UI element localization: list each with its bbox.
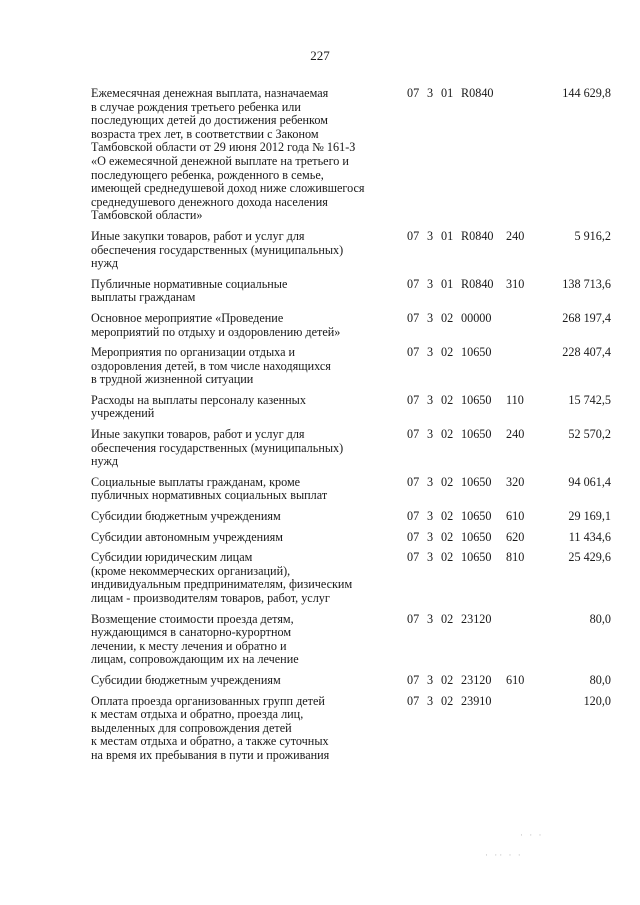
description-line: нужд	[91, 256, 119, 271]
description-line: Социальные выплаты гражданам, кроме	[91, 474, 301, 489]
row-description	[91, 476, 397, 503]
description-line: Иные закупки товаров, работ и услуг для	[91, 228, 305, 243]
budget-code	[397, 613, 546, 627]
expense-type-code	[506, 613, 546, 627]
target-item-code: 10650	[461, 345, 492, 360]
table-row	[91, 394, 611, 421]
description-line: Публичные нормативные социальные	[91, 276, 288, 291]
target-item-code: R0840	[461, 86, 494, 100]
row-description	[91, 312, 397, 339]
target-item-code: 00000	[461, 310, 492, 325]
description-line: учреждений	[91, 406, 155, 421]
description-line: Субсидии юридическим лицам	[91, 550, 253, 565]
description-line: Ежемесячная денежная выплата, назначаемая	[91, 86, 329, 100]
table-row	[91, 312, 611, 339]
budget-table	[91, 87, 611, 770]
description-line: на время их пребывания в пути и проживания	[91, 747, 330, 762]
budget-code	[397, 394, 546, 408]
description-line: лечении, к месту лечения и обратно и	[91, 638, 287, 653]
scan-artifact: · · ·	[520, 830, 544, 840]
target-item-code: 23120	[461, 672, 492, 687]
section-code: 07	[407, 672, 420, 687]
expense-type-code	[506, 346, 546, 360]
expense-type-code: 320	[506, 474, 525, 489]
description-line: Тамбовской области»	[91, 208, 203, 223]
budget-code	[397, 230, 546, 244]
description-line: Расходы на выплаты персоналу казенных	[91, 392, 306, 407]
table-row	[91, 531, 611, 545]
program-code: 02	[441, 509, 454, 524]
description-line: последующих детей до достижения ребенком	[91, 113, 328, 128]
amount: 29 169,1	[568, 509, 611, 524]
budget-code	[397, 510, 546, 524]
amount: 52 570,2	[568, 427, 611, 442]
program-code: 01	[441, 86, 454, 100]
section-code: 07	[407, 693, 420, 708]
budget-code	[397, 476, 546, 490]
program-code: 02	[441, 672, 454, 687]
section-code: 07	[407, 310, 420, 325]
program-code: 01	[441, 276, 454, 291]
subsection-code: 3	[427, 276, 434, 291]
table-row	[91, 476, 611, 503]
row-description	[91, 230, 397, 271]
description-line: Субсидии бюджетным учреждениям	[91, 672, 281, 687]
amount: 80,0	[589, 611, 611, 626]
budget-code	[397, 551, 546, 565]
budget-code	[397, 428, 546, 442]
section-code: 07	[407, 474, 420, 489]
subsection-code: 3	[427, 427, 434, 442]
section-code: 07	[407, 276, 420, 291]
expense-type-code	[506, 312, 546, 326]
section-code: 07	[407, 611, 420, 626]
program-code: 02	[441, 427, 454, 442]
subsection-code: 3	[427, 550, 434, 565]
table-row	[91, 87, 611, 223]
page-number: 227	[310, 48, 330, 63]
subsection-code: 3	[427, 228, 434, 243]
amount: 120,0	[583, 693, 611, 708]
description-line: к местам отдыха и обратно, а также суточных	[91, 734, 329, 749]
description-line: оздоровления детей, в том числе находящихся	[91, 358, 331, 373]
budget-code	[397, 346, 546, 360]
description-line: обеспечения государственных (муниципальных)	[91, 242, 344, 257]
description-line: нужд	[91, 454, 119, 469]
budget-code	[397, 674, 546, 688]
row-description	[91, 346, 397, 387]
target-item-code: 10650	[461, 392, 492, 407]
amount: 228 407,4	[562, 345, 611, 360]
target-item-code: R0840	[461, 276, 494, 291]
description-line: среднедушевого денежного дохода населения	[91, 194, 328, 209]
amount: 94 061,4	[568, 474, 611, 489]
subsection-code: 3	[427, 611, 434, 626]
amount: 25 429,6	[568, 550, 611, 565]
description-line: выделенных для сопровождения детей	[91, 720, 292, 735]
description-line: имеющей среднедушевой доход ниже сложившегося	[91, 181, 365, 196]
target-item-code: 10650	[461, 550, 492, 565]
program-code: 02	[441, 310, 454, 325]
section-code: 07	[407, 345, 420, 360]
section-code: 07	[407, 228, 420, 243]
subsection-code: 3	[427, 672, 434, 687]
row-description	[91, 613, 397, 667]
table-row	[91, 346, 611, 387]
program-code: 02	[441, 550, 454, 565]
program-code: 02	[441, 611, 454, 626]
description-line: публичных нормативных социальных выплат	[91, 488, 328, 503]
description-line: выплаты гражданам	[91, 290, 196, 305]
expense-type-code	[506, 695, 546, 709]
expense-type-code: 240	[506, 228, 525, 243]
row-description	[91, 394, 397, 421]
target-item-code: 10650	[461, 529, 492, 544]
section-code: 07	[407, 529, 420, 544]
row-description	[91, 87, 397, 223]
row-description	[91, 695, 397, 763]
description-line: лицам - производителям товаров, работ, услуг	[91, 591, 330, 605]
description-line: Мероприятия по организации отдыха и	[91, 345, 296, 360]
amount: 138 713,6	[562, 276, 611, 291]
description-line: Возмещение стоимости проезда детям,	[91, 611, 294, 626]
target-item-code: 10650	[461, 474, 492, 489]
expense-type-code: 240	[506, 427, 525, 442]
description-line: Субсидии бюджетным учреждениям	[91, 509, 281, 524]
description-line: к местам отдыха и обратно, проезда лиц,	[91, 707, 304, 722]
amount: 15 742,5	[568, 392, 611, 407]
target-item-code: 10650	[461, 509, 492, 524]
scan-artifact: · ·· · ·	[485, 850, 523, 860]
row-description	[91, 551, 397, 605]
table-row	[91, 278, 611, 305]
description-line: возраста трех лет, в соответствии с Законом	[91, 126, 319, 141]
subsection-code: 3	[427, 529, 434, 544]
description-line: обеспечения государственных (муниципальных)	[91, 440, 344, 455]
program-code: 01	[441, 228, 454, 243]
subsection-code: 3	[427, 474, 434, 489]
expense-type-code	[506, 87, 546, 101]
program-code: 02	[441, 392, 454, 407]
subsection-code: 3	[427, 693, 434, 708]
amount: 268 197,4	[562, 310, 611, 325]
description-line: Основное мероприятие «Проведение	[91, 310, 284, 325]
expense-type-code: 110	[506, 392, 524, 407]
expense-type-code: 810	[506, 550, 525, 565]
section-code: 07	[407, 509, 420, 524]
amount: 144 629,8	[562, 86, 611, 100]
amount: 11 434,6	[568, 529, 611, 544]
section-code: 07	[407, 427, 420, 442]
expense-type-code: 610	[506, 672, 525, 687]
budget-code	[397, 312, 546, 326]
table-row	[91, 428, 611, 469]
table-row	[91, 695, 611, 763]
target-item-code: 23910	[461, 693, 492, 708]
amount: 5 916,2	[574, 228, 611, 243]
description-line: Оплата проезда организованных групп детей	[91, 693, 325, 708]
description-line: (кроме некоммерческих организаций),	[91, 563, 291, 578]
program-code: 02	[441, 693, 454, 708]
table-row	[91, 510, 611, 524]
description-line: мероприятий по отдыху и оздоровлению детей»	[91, 324, 341, 339]
subsection-code: 3	[427, 345, 434, 360]
target-item-code: 10650	[461, 427, 492, 442]
row-description	[91, 510, 397, 524]
amount: 80,0	[589, 672, 611, 687]
program-code: 02	[441, 529, 454, 544]
row-description	[91, 428, 397, 469]
subsection-code: 3	[427, 392, 434, 407]
description-line: Субсидии автономным учреждениям	[91, 529, 283, 544]
row-description	[91, 278, 397, 305]
section-code: 07	[407, 86, 420, 100]
row-description	[91, 674, 397, 688]
program-code: 02	[441, 345, 454, 360]
description-line: нуждающимся в санаторно-курортном	[91, 625, 292, 640]
section-code: 07	[407, 392, 420, 407]
description-line: Тамбовской области от 29 июня 2012 года № 161-З	[91, 140, 356, 155]
budget-code	[397, 278, 546, 292]
description-line: в трудной жизненной ситуации	[91, 372, 254, 387]
budget-code	[397, 695, 546, 709]
subsection-code: 3	[427, 86, 434, 100]
subsection-code: 3	[427, 310, 434, 325]
program-code: 02	[441, 474, 454, 489]
subsection-code: 3	[427, 509, 434, 524]
description-line: в случае рождения третьего ребенка или	[91, 99, 301, 114]
table-row	[91, 613, 611, 667]
target-item-code: 23120	[461, 611, 492, 626]
target-item-code: R0840	[461, 228, 494, 243]
table-row	[91, 230, 611, 271]
section-code: 07	[407, 550, 420, 565]
expense-type-code: 310	[506, 276, 525, 291]
description-line: лицам, сопровождающим их на лечение	[91, 652, 299, 667]
description-line: последующего ребенка, рожденного в семье,	[91, 167, 324, 182]
row-description	[91, 531, 397, 545]
description-line: индивидуальным предпринимателям, физическим	[91, 577, 353, 592]
table-row	[91, 551, 611, 605]
description-line: «О ежемесячной денежной выплате на третьего и	[91, 153, 349, 168]
budget-code	[397, 87, 546, 101]
expense-type-code: 610	[506, 509, 525, 524]
description-line: Иные закупки товаров, работ и услуг для	[91, 427, 305, 442]
table-row	[91, 674, 611, 688]
budget-code	[397, 531, 546, 545]
expense-type-code: 620	[506, 529, 525, 544]
